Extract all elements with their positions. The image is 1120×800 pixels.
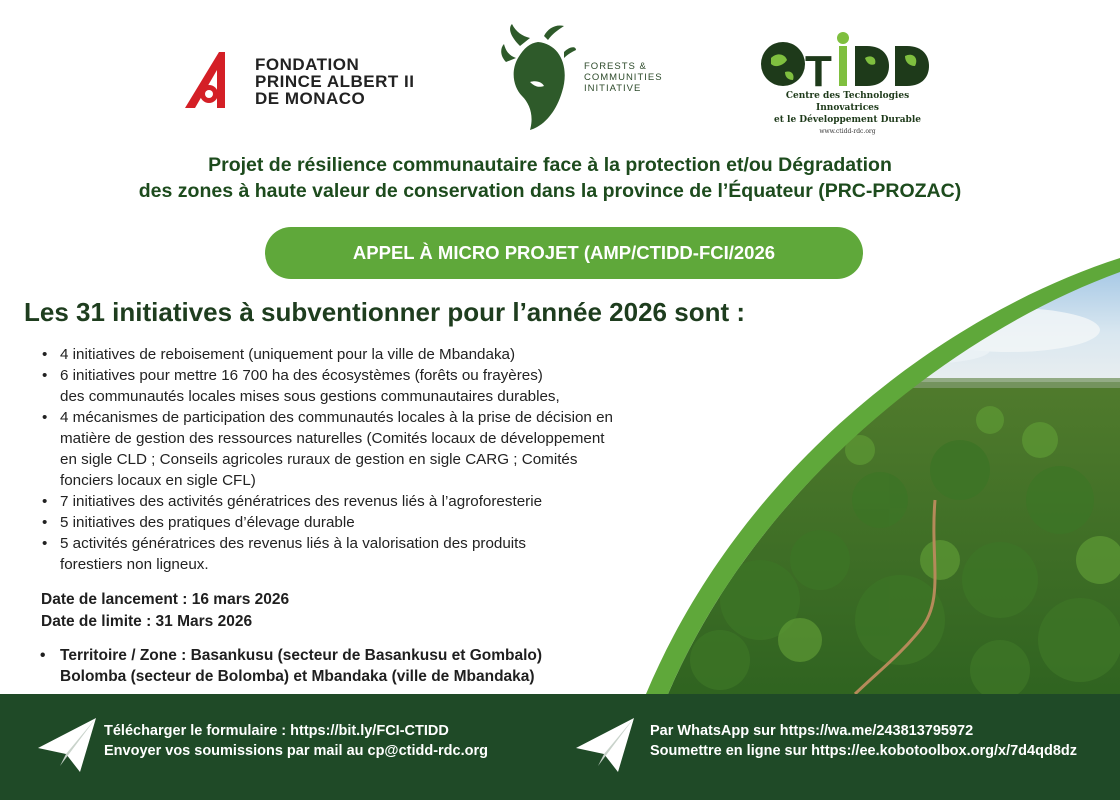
list-item-text: en sigle CLD ; Conseils agricoles ruraux de gestion en sigle CARG ; Comités [60,451,578,468]
list-item [42,344,742,365]
fci-line-3: INITIATIVE [584,82,642,94]
list-item-text: des communautés locales mises sous gestions communautaires durables, [60,388,560,405]
fci-face-leaves-icon [500,22,576,132]
ctidd-logo [755,28,940,135]
list-item-text: 5 activités génératrices des revenus liés à la valorisation des produits [60,535,526,552]
list-item-text: forestiers non ligneux. [60,556,209,573]
fpa-emblem-icon [183,50,245,112]
list-item-text: 5 initiatives des pratiques d’élevage durable [60,514,355,531]
footer-right [650,721,1077,761]
list-item-text: 6 initiatives pour mettre 16 700 ha des écosystèmes (forêts ou frayères) [60,367,543,384]
list-item [42,365,742,407]
fpa-line-2: PRINCE ALBERT II [255,71,415,91]
whatsapp-link[interactable]: Par WhatsApp sur https://wa.me/243813795972 [650,723,974,739]
footer-left [104,721,488,761]
dates-block [41,589,289,633]
project-title [0,152,1100,204]
bullet-icon: • [42,514,48,531]
paper-plane-icon [36,714,98,776]
fci-line-2: COMMUNITIES [584,71,663,83]
ctidd-globe-tree-icon [755,28,940,90]
initiatives-headline: Les 31 initiatives à subventionner pour l’année 2026 sont : [24,297,745,327]
bullet-icon: • [42,535,48,552]
zone-line-1: Territoire / Zone : Basankusu (secteur de Basankusu et Gombalo) [60,647,543,664]
email-submission-text[interactable]: Envoyer vos soumissions par mail au cp@ctidd-rdc.org [104,743,488,759]
svg-text:T: T [805,47,832,90]
online-submission-link[interactable]: Soumettre en ligne sur https://ee.kobotoolbox.org/x/7d4qd8dz [650,743,1077,759]
list-item-text: 4 initiatives de reboisement (uniquement pour la ville de Mbandaka) [60,346,516,363]
list-item [42,491,742,512]
bullet-icon: • [42,346,48,363]
bullet-icon: • [42,409,48,426]
project-title-line-2: des zones à haute valeur de conservation dans la province de l’Équateur (PRC-PROZAC) [138,180,962,202]
ctidd-url: www.ctidd-rdc.org [819,128,876,135]
ctidd-subtitle-line-1: Centre des Technologies Innovatrices [785,91,910,113]
deadline-date: Date de limite : 31 Mars 2026 [41,613,253,630]
list-item [42,533,742,575]
forests-communities-initiative-logo [500,22,663,132]
fci-line-1: FORESTS & [584,60,647,72]
paper-plane-icon [574,714,636,776]
project-title-line-1: Projet de résilience communautaire face à la protection et/ou Dégradation [208,154,892,176]
list-item-text: matière de gestion des ressources naturelles (Comités locaux de développement [60,430,605,447]
ctidd-subtitle-line-2: et le Développement Durable [774,115,921,125]
call-label: APPEL À MICRO PROJET (AMP/CTIDD-FCI/2026 [352,242,776,263]
zone-line-2: Bolomba (secteur de Bolomba) et Mbandaka (ville de Mbandaka) [60,668,535,685]
list-item-text: 7 initiatives des activités génératrices des revenus liés à l’agroforesterie [60,493,543,510]
initiatives-list [42,344,742,575]
fpa-line-3: DE MONACO [255,88,366,108]
list-item-text: fonciers locaux en sigle CFL) [60,472,256,489]
footer-bar [0,694,1120,800]
territory-zone [40,645,542,687]
fpa-line-1: FONDATION [255,54,360,74]
bullet-icon: • [40,647,46,664]
list-item [42,512,742,533]
fondation-prince-albert-logo [183,50,414,112]
launch-date: Date de lancement : 16 mars 2026 [41,591,290,608]
bullet-icon: • [42,493,48,510]
ctidd-wordmark [755,28,940,90]
bullet-icon: • [42,367,48,384]
list-item [42,407,742,491]
list-item-text: 4 mécanismes de participation des communautés locales à la prise de décision en [60,409,613,426]
logo-bar [0,0,1120,140]
download-form-link[interactable]: Télécharger le formulaire : https://bit.ly/FCI-CTIDD [104,723,449,739]
call-for-micro-projects-banner [265,227,863,279]
